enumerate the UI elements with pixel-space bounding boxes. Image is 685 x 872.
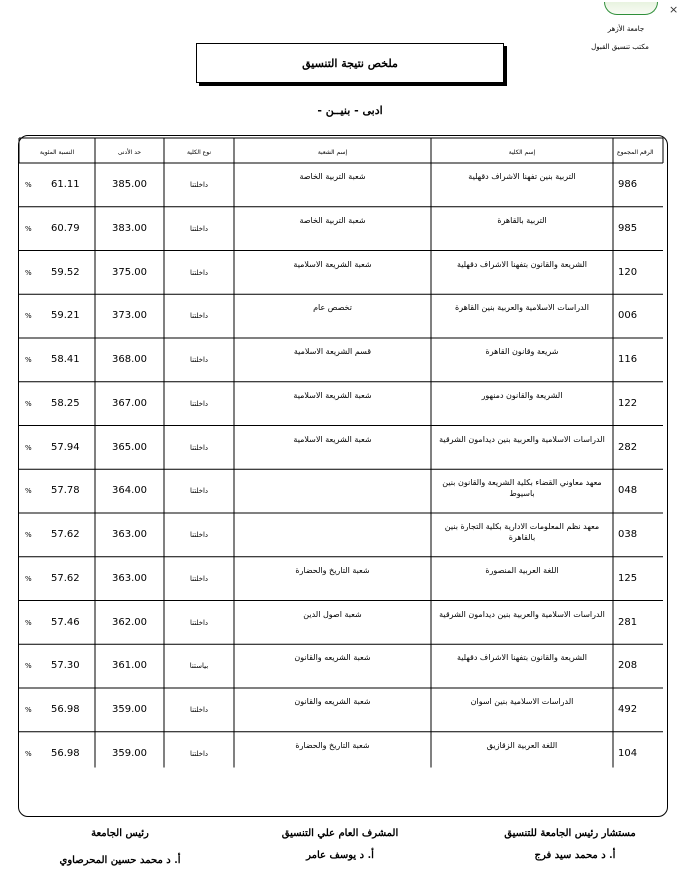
percent-sign: % xyxy=(25,356,32,364)
cell-code: 120 xyxy=(618,266,638,278)
cell-code: 986 xyxy=(618,179,638,190)
header-code: الرقم المجموع xyxy=(617,149,654,156)
cell-code: 122 xyxy=(618,397,638,409)
cell-percent xyxy=(19,179,95,193)
university-logo xyxy=(604,2,658,15)
cell-type: داخلتنا xyxy=(189,443,209,452)
cell-code: 281 xyxy=(618,616,638,628)
cell-type: داخلتنا xyxy=(189,181,209,189)
cell-min: 362.00 xyxy=(112,616,147,628)
footer-right-name: أ. د محمد سيد فرج xyxy=(534,850,616,861)
cell-min: 373.00 xyxy=(112,310,147,322)
cell-college: الشريعة والقانون دمنهور xyxy=(481,390,563,400)
cell-branch: شعبة التاريخ والحضارة xyxy=(295,565,370,575)
cell-college: الدراسات الاسلامية والعربية بنين القاهرة xyxy=(455,303,589,313)
cell-percent xyxy=(19,617,95,631)
percent-value: 57.30 xyxy=(51,660,80,672)
percent-sign: % xyxy=(25,574,32,583)
cell-type: داخلتنا xyxy=(189,487,209,496)
header-branch: إسم الشعبة xyxy=(317,149,348,156)
percent-value: 57.62 xyxy=(51,529,80,540)
cell-code: 104 xyxy=(618,747,638,759)
percent-sign: % xyxy=(25,224,32,233)
percent-sign: % xyxy=(25,443,32,452)
close-icon: × xyxy=(669,3,679,16)
cell-percent xyxy=(19,354,95,368)
cell-type: داخلتنا xyxy=(189,268,209,277)
cell-type: داخلتنا xyxy=(189,531,209,539)
percent-value: 57.94 xyxy=(51,441,80,453)
cell-type: بياستنا xyxy=(189,662,209,671)
cell-min: 359.00 xyxy=(112,704,147,715)
university-name: جامعة الأزهر xyxy=(607,25,645,33)
cell-type: داخلتنا xyxy=(189,749,209,758)
percent-sign: % xyxy=(25,181,32,189)
cell-percent xyxy=(19,573,95,587)
cell-min: 368.00 xyxy=(112,354,147,365)
percent-value: 58.25 xyxy=(51,397,80,409)
cell-percent xyxy=(19,704,95,718)
cell-code: 282 xyxy=(618,441,638,453)
cell-percent xyxy=(19,529,95,543)
cell-code: 116 xyxy=(618,354,638,365)
footer-right-title: مستشار رئيس الجامعة للتنسيق xyxy=(504,828,636,839)
cell-branch: شعبة التربية الخاصة xyxy=(299,215,366,225)
cell-code: 048 xyxy=(618,485,638,497)
cell-type: داخلتنا xyxy=(189,356,209,364)
office-name: مكتب تنسيق القبول xyxy=(591,43,649,51)
percent-value: 60.79 xyxy=(51,222,80,234)
cell-branch: تخصص عام xyxy=(313,303,352,313)
cell-min: 367.00 xyxy=(112,397,147,409)
percent-sign: % xyxy=(25,531,32,539)
percent-value: 59.21 xyxy=(51,310,80,322)
cell-branch: شعبة اصول الدين xyxy=(303,609,362,619)
percent-sign: % xyxy=(25,749,32,758)
cell-college: الدراسات الاسلامية بنين اسوان xyxy=(470,697,574,706)
cell-college: الشريعة والقانون بتفهنا الاشراف دقهلية xyxy=(456,259,588,269)
cell-min: 361.00 xyxy=(112,660,147,672)
header-college: إسم الكلية xyxy=(508,149,536,156)
footer-center-title: المشرف العام علي التنسيق xyxy=(281,828,399,839)
cell-code: 125 xyxy=(618,572,638,584)
page-subtitle: - ادبى - بنيــن xyxy=(317,104,383,117)
cell-min: 364.00 xyxy=(112,485,147,497)
header-type: نوع الكلية xyxy=(186,149,212,156)
cell-code: 985 xyxy=(618,222,638,234)
percent-value: 57.62 xyxy=(51,572,80,584)
cell-type: داخلتنا xyxy=(189,312,209,321)
cell-type: داخلتنا xyxy=(189,618,209,627)
cell-percent xyxy=(19,748,95,762)
page-title: ملخص نتيجة التنسيق xyxy=(196,43,504,83)
cell-percent xyxy=(19,660,95,674)
cell-college: الدراسات الاسلامية والعربية بنين ديدامون الشرقية xyxy=(439,609,605,619)
cell-branch xyxy=(234,521,431,551)
cell-college: معهد معاوني القضاء بكلية الشريعة والقانون بنين باسيوط xyxy=(442,478,602,499)
cell-code: 006 xyxy=(618,310,638,322)
cell-percent xyxy=(19,398,95,412)
header-min: حد الأدنى xyxy=(117,149,142,156)
cell-min: 363.00 xyxy=(112,572,147,584)
cell-code: 038 xyxy=(618,529,638,540)
cell-branch: قسم الشريعة الاسلامية xyxy=(293,347,372,356)
cell-type: داخلتنا xyxy=(189,706,209,714)
cell-min: 385.00 xyxy=(112,179,147,190)
cell-branch: شعبة الشريعة الاسلامية xyxy=(293,259,372,269)
footer-left-name: أ. د محمد حسين المحرصاوي xyxy=(59,855,181,866)
percent-sign: % xyxy=(25,399,32,408)
cell-code: 208 xyxy=(618,660,638,672)
cell-type: داخلتنا xyxy=(189,574,209,583)
cell-college: الدراسات الاسلامية والعربية بنين ديدامون الشرقية xyxy=(439,434,605,444)
footer-center-name: أ. د يوسف عامر xyxy=(306,850,374,861)
percent-value: 57.46 xyxy=(51,616,80,628)
cell-percent xyxy=(19,485,95,499)
cell-min: 359.00 xyxy=(112,747,147,759)
footer-left-title: رئيس الجامعة xyxy=(91,828,149,839)
percent-value: 56.98 xyxy=(51,747,80,759)
cell-type: داخلتنا xyxy=(189,224,209,233)
percent-sign: % xyxy=(25,706,32,714)
cell-college: الشريعة والقانون بتفهنا الاشراف دقهلية xyxy=(456,653,588,663)
percent-sign: % xyxy=(25,662,32,671)
cell-percent xyxy=(19,223,95,237)
percent-value: 58.41 xyxy=(51,354,80,365)
cell-branch: شعبة التربية الخاصة xyxy=(299,172,366,181)
percent-value: 59.52 xyxy=(51,266,80,278)
cell-college: اللغة العربية الزقازيق xyxy=(486,740,558,750)
percent-sign: % xyxy=(25,618,32,627)
cell-college: اللغة العربية المنصورة xyxy=(485,565,559,575)
cell-branch: شعبة الشريعه والقانون xyxy=(294,653,371,663)
percent-value: 61.11 xyxy=(51,179,80,190)
header-percent: النسبة المئوية xyxy=(39,149,75,156)
cell-branch: شعبة الشريعة الاسلامية xyxy=(293,390,372,400)
percent-sign: % xyxy=(25,312,32,321)
cell-branch: شعبة التاريخ والحضارة xyxy=(295,740,370,750)
cell-percent xyxy=(19,310,95,324)
percent-sign: % xyxy=(25,487,32,496)
cell-percent xyxy=(19,267,95,281)
cell-branch: شعبة الشريعة الاسلامية xyxy=(293,434,372,444)
cell-college: التربية بنين تفهنا الاشراف دقهلية xyxy=(468,172,576,181)
cell-min: 383.00 xyxy=(112,222,147,234)
cell-type: داخلتنا xyxy=(189,399,209,408)
percent-sign: % xyxy=(25,268,32,277)
percent-value: 57.78 xyxy=(51,485,80,497)
cell-min: 365.00 xyxy=(112,441,147,453)
cell-min: 375.00 xyxy=(112,266,147,278)
cell-college: معهد نظم المعلومات الادارية بكلية التجارة بنين بالقاهرة xyxy=(444,522,600,542)
cell-branch: شعبة الشريعه والقانون xyxy=(294,697,371,706)
cell-branch xyxy=(234,477,431,507)
cell-college: التربية بالقاهرة xyxy=(497,215,547,225)
percent-value: 56.98 xyxy=(51,704,80,715)
cell-percent xyxy=(19,442,95,456)
cell-min: 363.00 xyxy=(112,529,147,540)
cell-code: 492 xyxy=(618,704,638,715)
cell-college: شريعة وقانون القاهرة xyxy=(485,347,559,356)
